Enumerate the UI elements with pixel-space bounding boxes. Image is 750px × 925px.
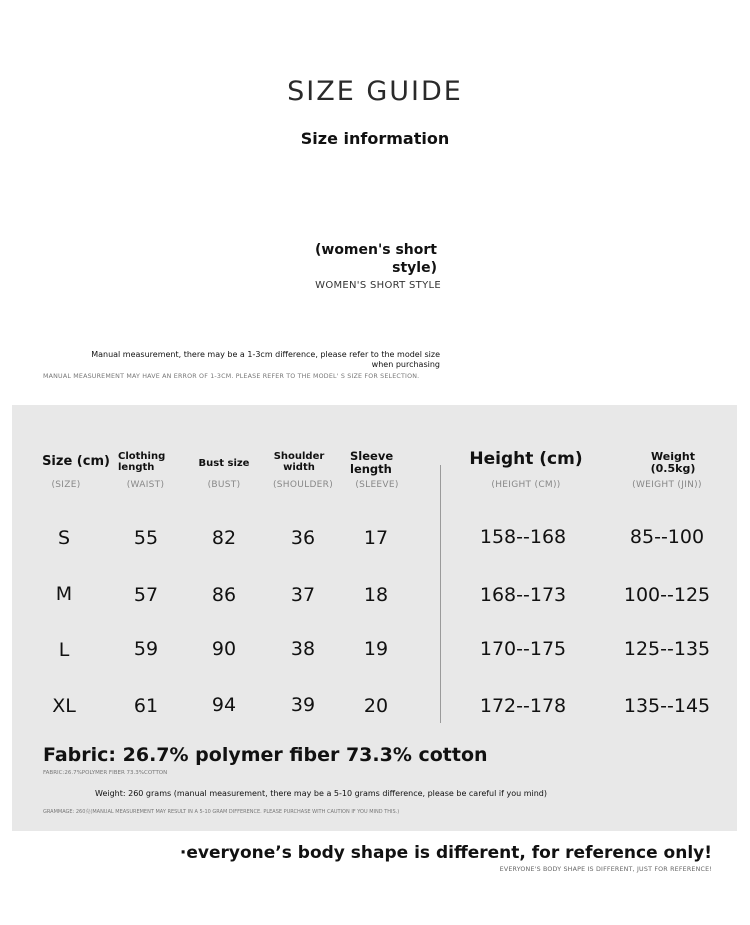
header-sleeve: Sleeve length: [350, 449, 394, 476]
style-label-line1: (women's short: [314, 242, 437, 258]
header-height: Height (cm): [469, 449, 583, 469]
garment-weight-caps: GRAMMAGE: 260克(MANUAL MEASUREMENT MAY RESULT IN A 5-10 GRAM DIFFERENCE. PLEASE PURCHASE WITH CAUTION IF YOU MIND THIS.): [43, 809, 400, 815]
cell-sleeve-l: 19: [363, 638, 389, 660]
cell-size-m: M: [55, 583, 73, 605]
style-label-line2: style): [392, 260, 437, 276]
measurement-note-caps: MANUAL MEASUREMENT MAY HAVE AN ERROR OF 1-3CM. PLEASE REFER TO THE MODEL' S SIZE FOR SELECTION.: [43, 373, 420, 380]
cell-weight-xl: 135--145: [623, 695, 711, 717]
cell-bust-m: 86: [211, 584, 237, 606]
header-sleeve-sub: (SLEEVE): [355, 480, 399, 490]
header-size-sub: (SIZE): [51, 480, 81, 490]
reference-disclaimer: ·everyone’s body shape is different, for reference only!: [179, 843, 712, 863]
measurement-note-line2: when purchasing: [371, 360, 440, 369]
fabric-composition: Fabric: 26.7% polymer fiber 73.3% cotton: [43, 744, 488, 766]
cell-length-l: 59: [133, 638, 159, 660]
measurement-note: [40, 350, 440, 370]
cell-sleeve-m: 18: [363, 584, 389, 606]
cell-shoulder-s: 36: [290, 527, 316, 549]
cell-height-xl: 172--178: [479, 695, 567, 717]
cell-size-s: S: [57, 527, 71, 549]
cell-length-xl: 61: [133, 695, 159, 717]
cell-shoulder-l: 38: [290, 638, 316, 660]
header-bust-sub: (BUST): [207, 480, 241, 490]
fabric-composition-caps: FABRIC:26.7%POLYMER FIBER 73.3%COTTON: [43, 770, 168, 776]
cell-weight-m: 100--125: [623, 584, 711, 606]
cell-sleeve-s: 17: [363, 527, 389, 549]
garment-weight-note: Weight: 260 grams (manual measurement, there may be a 5-10 grams difference, please be careful if you mind): [95, 789, 548, 798]
header-weight: Weight (0.5kg): [650, 450, 696, 475]
cell-shoulder-xl: 39: [290, 694, 316, 716]
cell-size-xl: XL: [52, 695, 76, 717]
cell-size-l: L: [58, 639, 70, 661]
page-title: SIZE GUIDE: [287, 76, 463, 107]
reference-disclaimer-caps: EVERYONE'S BODY SHAPE IS DIFFERENT, JUST FOR REFERENCE!: [499, 866, 712, 873]
cell-height-s: 158--168: [479, 526, 567, 548]
cell-height-l: 170--175: [479, 638, 567, 660]
cell-shoulder-m: 37: [290, 584, 316, 606]
style-caps-label: WOMEN'S SHORT STYLE: [315, 280, 441, 291]
cell-bust-xl: 94: [211, 694, 237, 716]
page-subtitle: Size information: [300, 129, 450, 148]
header-shoulder: Shoulder width: [273, 451, 325, 473]
cell-height-m: 168--173: [479, 584, 567, 606]
cell-length-m: 57: [133, 584, 159, 606]
column-divider: [440, 465, 441, 723]
style-label: [300, 241, 437, 277]
cell-weight-s: 85--100: [629, 526, 705, 548]
cell-bust-l: 90: [211, 638, 237, 660]
measurement-note-line1: Manual measurement, there may be a 1-3cm difference, please refer to the model size: [91, 350, 440, 359]
header-weight-sub: (WEIGHT (JIN)): [632, 480, 702, 490]
cell-weight-l: 125--135: [623, 638, 711, 660]
cell-length-s: 55: [133, 527, 159, 549]
header-bust: Bust size: [198, 458, 250, 469]
header-size: Size (cm): [42, 454, 110, 469]
header-height-sub: (HEIGHT (CM)): [491, 480, 561, 490]
cell-sleeve-xl: 20: [363, 695, 389, 717]
header-clothing-length-sub: (WAIST): [126, 480, 165, 490]
header-shoulder-sub: (SHOULDER): [272, 480, 334, 490]
header-clothing-length: Clothing length: [118, 451, 166, 473]
cell-bust-s: 82: [211, 527, 237, 549]
